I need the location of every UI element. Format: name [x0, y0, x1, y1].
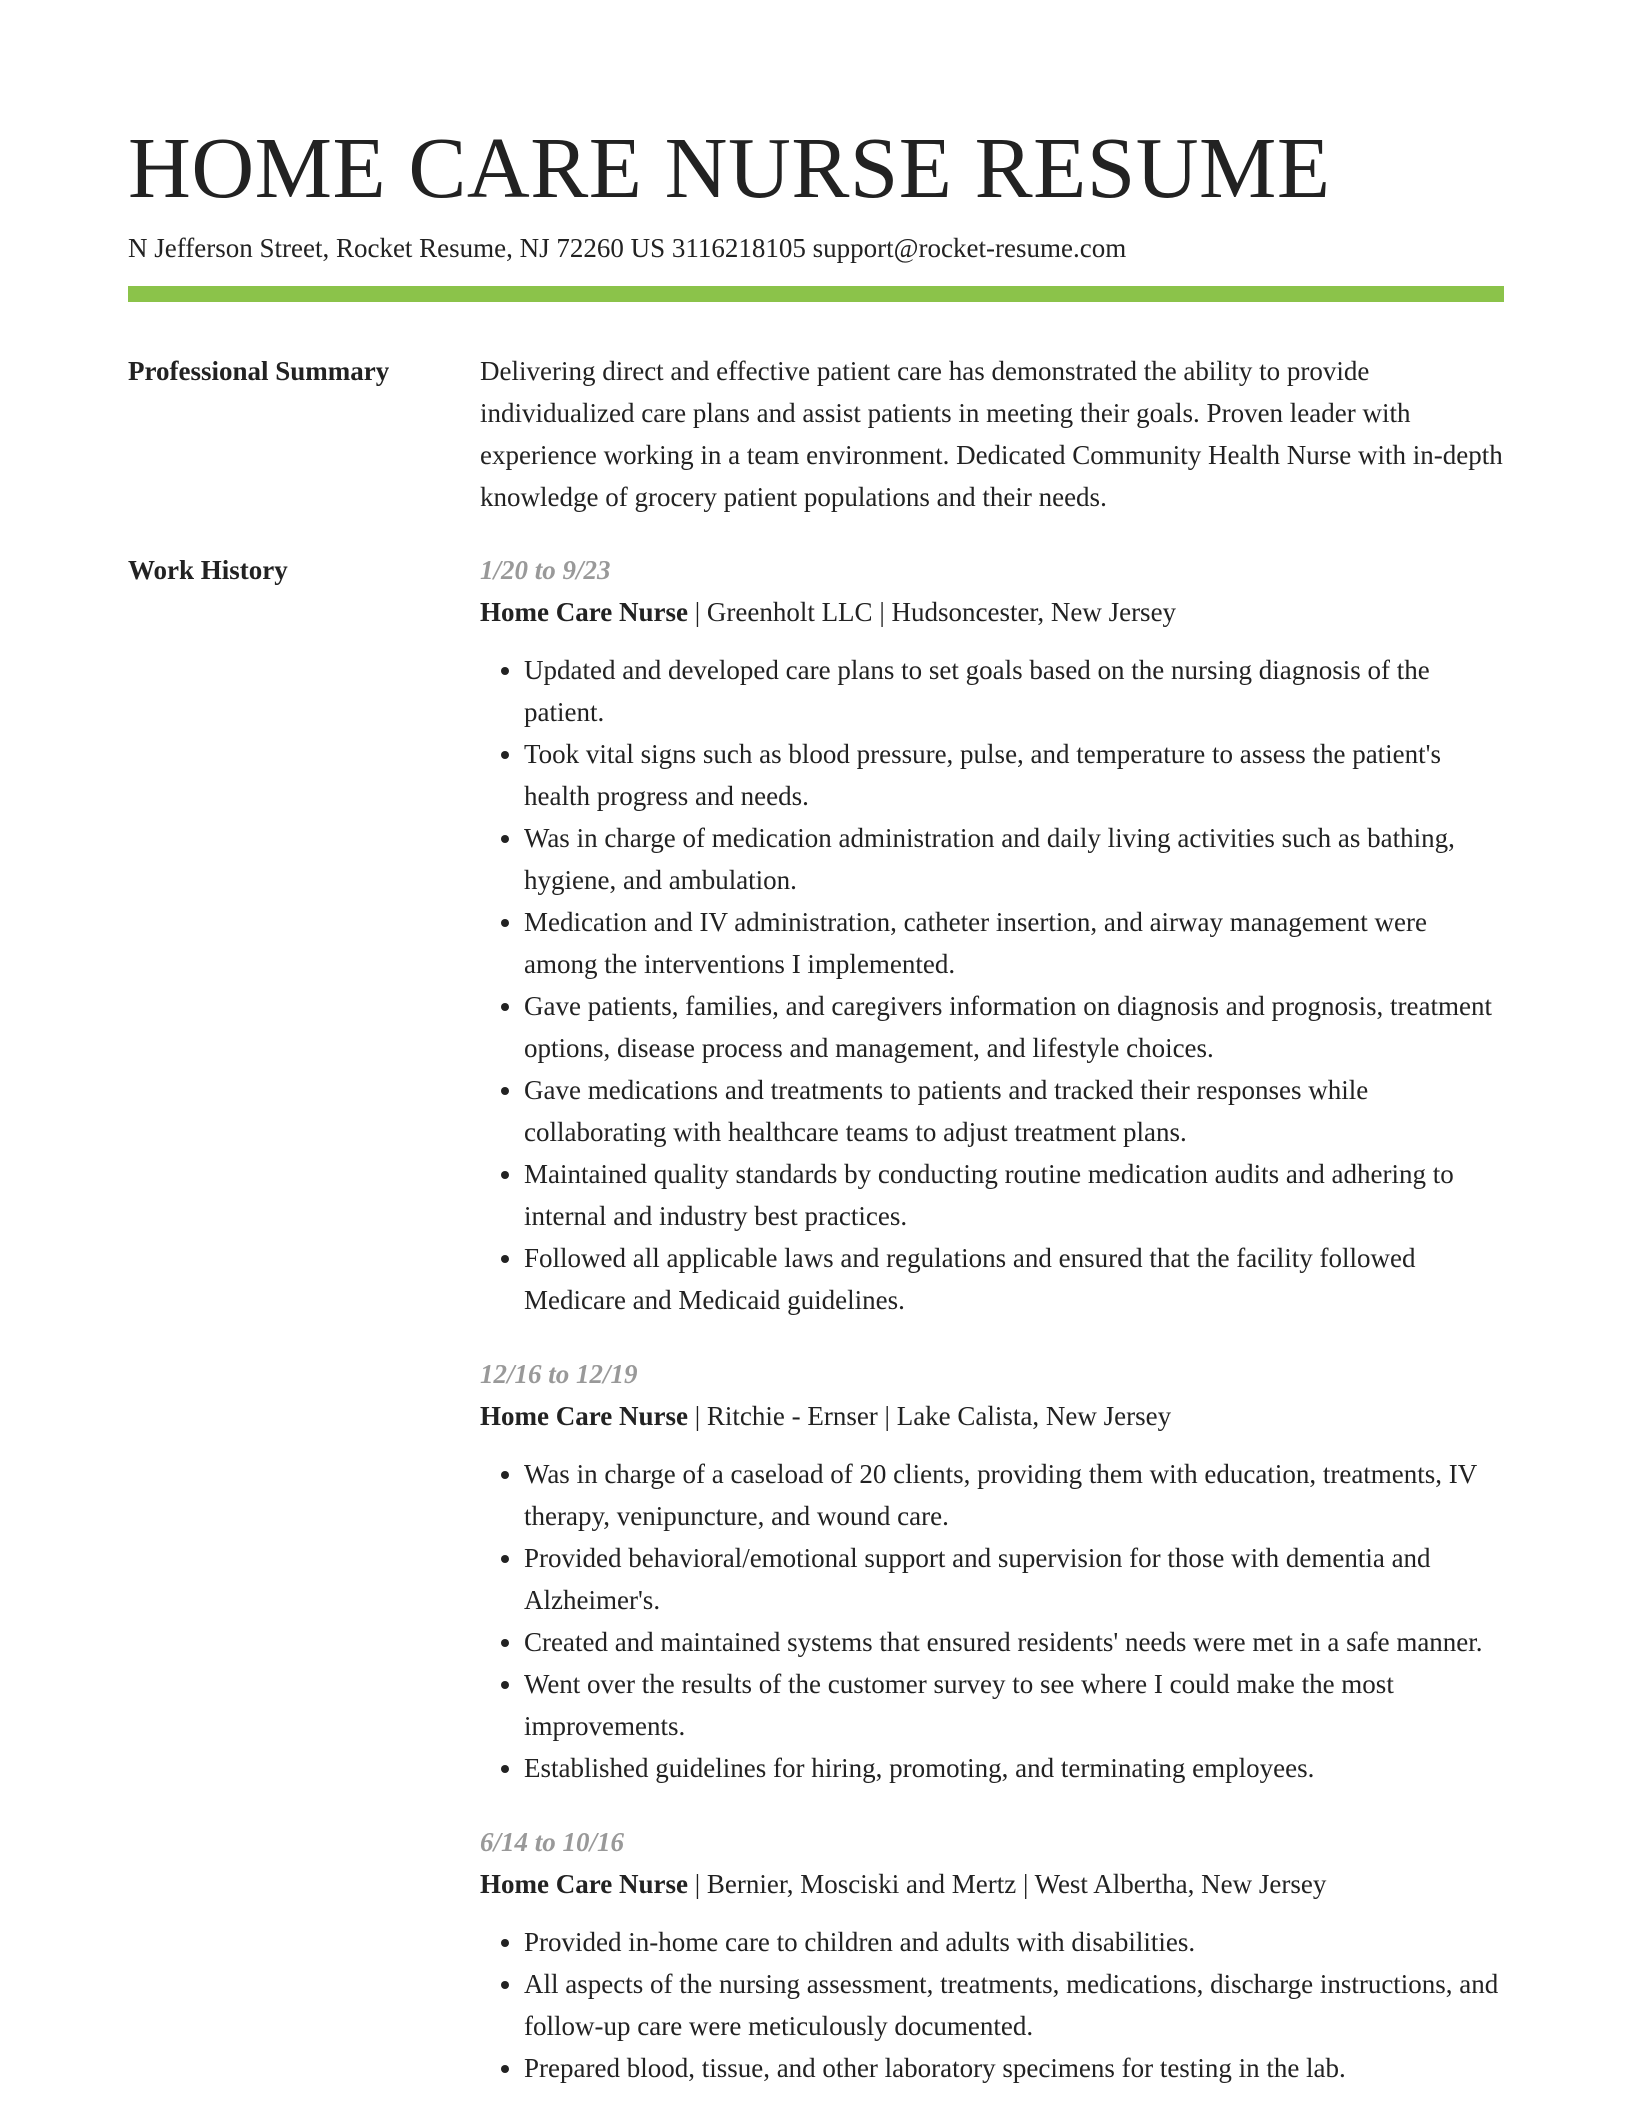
list-item: • Followed all applicable laws and regulations and ensured that the facility followed Medicare and Medicaid guidelines.	[524, 1237, 1504, 1321]
list-item: • Provided behavioral/emotional support and supervision for those with dementia and Alzheimer's.	[524, 1537, 1504, 1621]
header-divider	[128, 286, 1504, 302]
work-history-heading: Work History	[128, 555, 288, 585]
list-item: • Prepared blood, tissue, and other laboratory specimens for testing in the lab.	[524, 2047, 1504, 2089]
job-heading	[480, 591, 1504, 633]
list-item: • Gave patients, families, and caregivers information on diagnosis and prognosis, treatment options, disease process and management, and lifestyle choices.	[524, 985, 1504, 1069]
list-item: • Created and maintained systems that ensured residents' needs were met in a safe manner.	[524, 1621, 1504, 1663]
job-title: Home Care Nurse	[480, 1401, 688, 1431]
work-history-section	[480, 549, 1504, 2089]
list-item: • All aspects of the nursing assessment, treatments, medications, discharge instructions, and follow-up care were meticulously documented.	[524, 1963, 1504, 2047]
summary-text: Delivering direct and effective patient care has demonstrated the ability to provide individualized care plans and assist patients in meeting their goals. Proven leader with experience working in a team environment. Dedicated Community Health Nurse with in-depth knowledge of grocery patient populations and their needs.	[480, 356, 1503, 512]
job-dates: 1/20 to 9/23	[480, 555, 611, 585]
job-details: | Bernier, Mosciski and Mertz | West Albertha, New Jersey	[687, 1869, 1327, 1899]
list-item: • Took vital signs such as blood pressure, pulse, and temperature to assess the patient's health progress and needs.	[524, 733, 1504, 817]
job-dates: 6/14 to 10/16	[480, 1827, 625, 1857]
job-title: Home Care Nurse	[480, 597, 688, 627]
list-item: • Medication and IV administration, catheter insertion, and airway management were among the interventions I implemented.	[524, 901, 1504, 985]
contact-info: N Jefferson Street, Rocket Resume, NJ 72260 US 3116218105 support@rocket-resume.com	[128, 233, 1127, 263]
job-bullet-list	[480, 1453, 1504, 1789]
job-heading	[480, 1863, 1504, 1905]
summary-heading: Professional Summary	[128, 356, 390, 386]
list-item: • Was in charge of medication administration and daily living activities such as bathing, hygiene, and ambulation.	[524, 817, 1504, 901]
job-details: | Greenholt LLC | Hudsoncester, New Jersey	[687, 597, 1177, 627]
job-bullet-list	[480, 649, 1504, 1321]
summary-section	[480, 350, 1504, 518]
list-item: • Gave medications and treatments to patients and tracked their responses while collaborating with healthcare teams to adjust treatment plans.	[524, 1069, 1504, 1153]
list-item: • Went over the results of the customer survey to see where I could make the most improvements.	[524, 1663, 1504, 1747]
resume-title: HOME CARE NURSE RESUME	[128, 119, 1331, 216]
job-heading	[480, 1395, 1504, 1437]
job-details: | Ritchie - Ernser | Lake Calista, New Jersey	[687, 1401, 1172, 1431]
list-item: • Maintained quality standards by conducting routine medication audits and adhering to internal and industry best practices.	[524, 1153, 1504, 1237]
job-entry	[480, 549, 1504, 1321]
list-item: • Provided in-home care to children and adults with disabilities.	[524, 1921, 1504, 1963]
list-item: • Established guidelines for hiring, promoting, and terminating employees.	[524, 1747, 1504, 1789]
job-entry	[480, 1353, 1504, 1789]
job-entry	[480, 1821, 1504, 2089]
job-bullet-list	[480, 1921, 1504, 2089]
list-item: • Updated and developed care plans to set goals based on the nursing diagnosis of the patient.	[524, 649, 1504, 733]
job-dates: 12/16 to 12/19	[480, 1359, 638, 1389]
job-title: Home Care Nurse	[480, 1869, 688, 1899]
list-item: • Was in charge of a caseload of 20 clients, providing them with education, treatments, IV therapy, venipuncture, and wound care.	[524, 1453, 1504, 1537]
